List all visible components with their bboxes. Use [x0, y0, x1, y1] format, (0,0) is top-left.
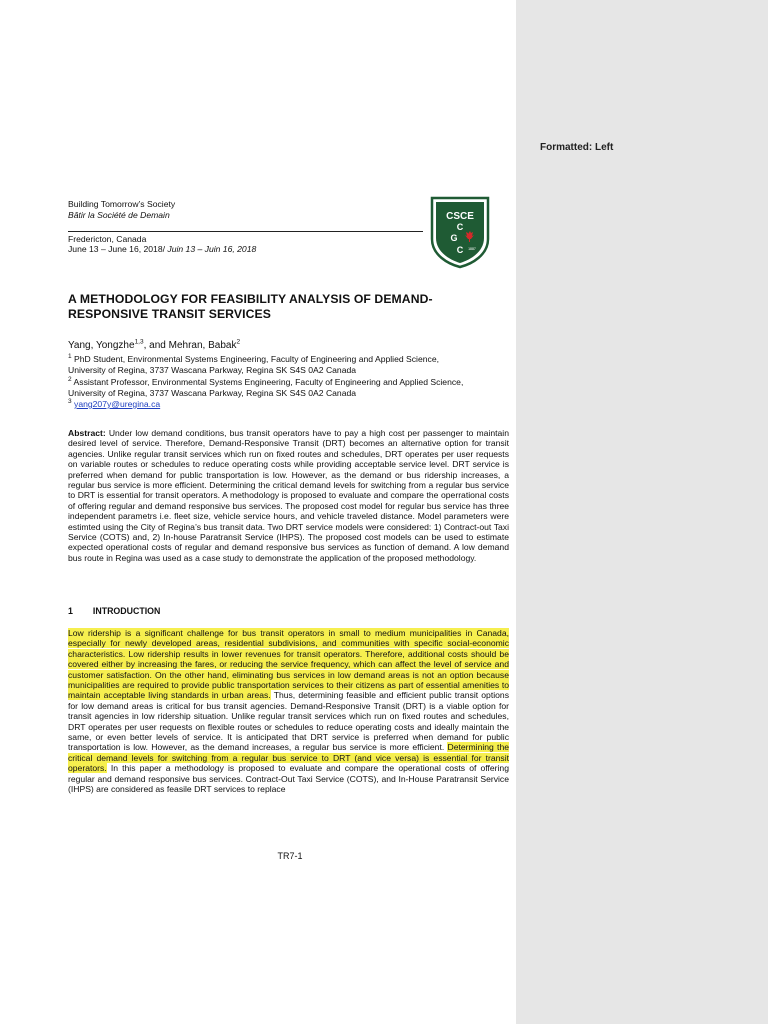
logo-text-g: G [450, 233, 458, 243]
csce-logo-icon [428, 195, 492, 269]
section-title: INTRODUCTION [92, 606, 161, 616]
email-link[interactable]: yang207y@uregina.ca [74, 399, 161, 409]
formatted-label[interactable]: Formatted: Left [540, 142, 614, 153]
author-2-sup: 2 [236, 338, 241, 346]
conference-name-fr: Bâtir la Société de Demain [68, 210, 170, 220]
abstract-label: Abstract: [68, 428, 106, 438]
author-1: Yang, Yongzhe [68, 340, 135, 351]
intro-text-3: In this paper a methodology is proposed to evaluate and compare the operational costs of offering regular and demand responsive bus services. Contract-Out Taxi Service (COTS), and In-House Paratransit Service (IHPS) are considered as feasile DRT services to replace [68, 763, 509, 795]
logo-text-c2: C [456, 245, 464, 255]
section-number: 1 [68, 606, 73, 616]
abstract-text: Under low demand conditions, bus transit operators have to pay a high cost per passenger to maintain desired level of service. Therefore, Demand-Responsive Transit (DRT) becomes an alternative option for transit agencies. Unlike regular transit services which run on fixed routes and schedules, DRT operates per user requests on variable routes or schedules to reduce operating costs while providing acceptable service level. DRT service is preferred when demand for public transportation is low. However, as the demand or bus ridership increases, a regular bus service is more efficient. Determining the critical demand levels for switching from a regular bus service to DRT is essential for transit operators. A methodology is proposed to evaluate and compare the operrational costs of offering regular and demand responsive bus services. The proposed cost model for regular bus service has three independent parametrs i.e. fleet size, vehicle service hours, and vehicle traveled distance. Model parameters were estimted using the City of Regina’s bus transit data. Two DRT service models were considered: 1) Contract-out Taxi Service (COTS) and, 2) In-house Paratransit Service (IHPS). The proposed cost models can be used to estimate expected operational costs of regular and demand responsive bus services as function of demand. A low demand bus route in Regina was used as a case study to demonstrate the application of the proposed methodology. [68, 428, 509, 563]
logo-text-c1: C [456, 222, 464, 232]
highlighted-text-2: Determining the critical demand levels for switching from a regular bus service to DRT (and vice versa) is essential for transit operators. [68, 742, 510, 774]
affiliation-1: $^1$ PhD Student, Environmental Systems Engineering, Faculty of Engineering and Applied Science, [68, 353, 439, 364]
authors [68, 340, 240, 351]
dates-en: June 13 – June 16, 2018/ [68, 244, 168, 254]
header-rule [68, 231, 423, 232]
affiliation-2: $^2$ Assistant Professor, Environmental Systems Engineering, Faculty of Engineering and Applied Science, [68, 376, 464, 387]
logo-year: 1887 [468, 247, 476, 251]
page-number: TR7-1 [277, 851, 303, 861]
conference-location: Fredericton, Canada [68, 234, 147, 244]
logo-text-csce: CSCE [446, 211, 474, 222]
affiliation-3: $^3$ yang207y@uregina.ca [68, 398, 161, 409]
intro-text-2: Thus, determining feasible and efficient public transit options for low demand areas is critical for bus transit agencies. Demand-Responsive Transit (DRT) is a viable option for transit agencies in low ridership situation. Unlike regular transit services which run on fixed routes and schedules, DRT operates per user requests on flexible routes or schedules to reduce operating costs and ideally maintain the same, or even better levels of service. It is anticipated that DRT service is preferred when demand for public transportation is low. However, as the demand increases, a regular bus service is more efficient. [68, 690, 509, 753]
conference-name-en: Building Tomorrow’s Society [68, 199, 176, 209]
affiliation-2-address: University of Regina, 3737 Wascana Parkway, Regina SK S4S 0A2 Canada [68, 388, 357, 398]
abstract-paragraph [68, 428, 509, 563]
author-1-sup: 1,3 [134, 338, 144, 346]
intro-paragraph [68, 628, 509, 795]
affiliation-1-address: University of Regina, 3737 Wascana Parkway, Regina SK S4S 0A2 Canada [68, 365, 357, 375]
paper-title: A METHODOLOGY FOR FEASIBILITY ANALYSIS OF DEMAND-RESPONSIVE TRANSIT SERVICES [68, 292, 433, 321]
highlighted-text-1: Low ridership is a significant challenge for bus transit operators in small to medium municipalities in Canada, especially for newly developed areas, residential subdivisions, and communities with specific social-economic characteristics. Low ridership results in lower revenues for transit operators. Therefore, additional costs should be covered either by increasing the fares, or reducing the service frequency, which can affect the level of service and customer satisfaction. On the other hand, eliminating bus services in low demand areas is not an option because municipalities are required to provide public transportation services to their citizens as part of essential amenities to maintain acceptable living standards in urban areas. [68, 628, 509, 701]
section-heading [68, 606, 160, 616]
dates-fr: Juin 13 – Juin 16, 2018 [167, 244, 257, 254]
author-2: , and Mehran, Babak [143, 340, 237, 351]
comment-sidebar [516, 0, 768, 1024]
